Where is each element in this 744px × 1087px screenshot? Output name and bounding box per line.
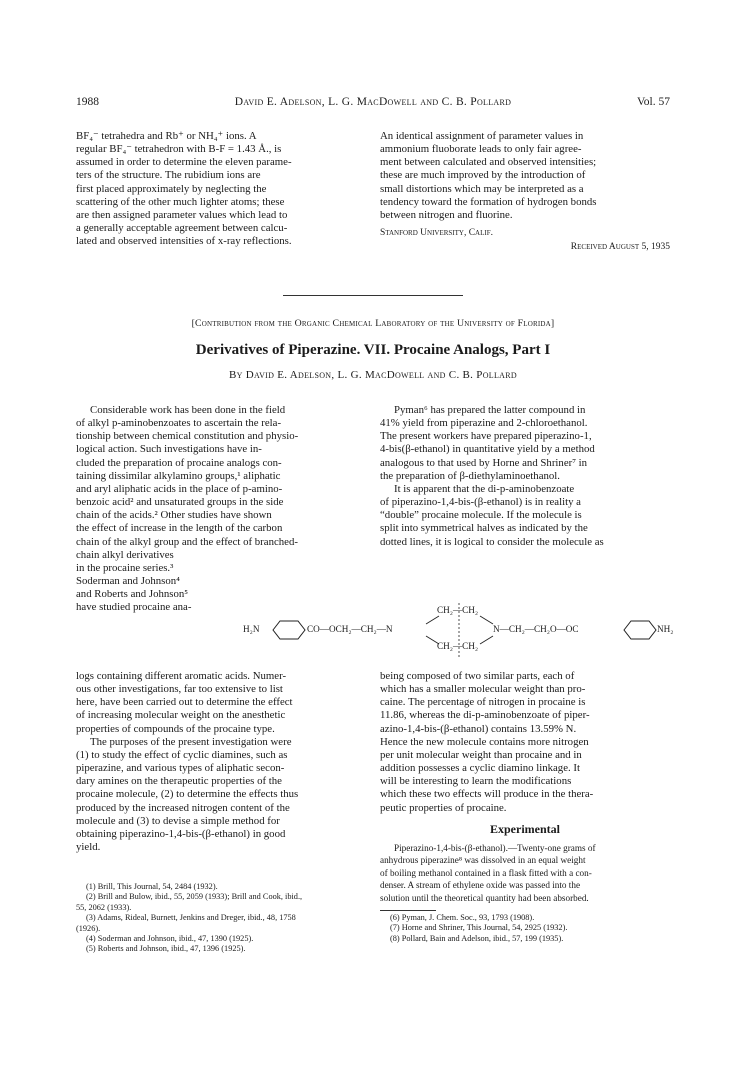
running-header-authors: David E. Adelson, L. G. MacDowell and C. B. Pollard	[234, 96, 512, 108]
text-line: which these two effects will produce in the thera-	[380, 788, 594, 801]
affiliation: Stanford University, Calif.	[380, 228, 493, 238]
text-line: The purposes of the present investigation were	[90, 735, 292, 748]
text-line: benzoic acid² and unsaturated groups in the side	[76, 496, 284, 509]
text-line: caine. The percentage of nitrogen in procaine is	[380, 696, 586, 709]
body-left-column-bottom	[76, 670, 365, 854]
text-line: ammonium fluoborate leads to only fair agree-	[380, 143, 582, 156]
article-title: Derivatives of Piperazine. VII. Procaine Analogs, Part I	[195, 342, 551, 358]
text-line: ment between calculated and observed intensities;	[380, 156, 597, 169]
footnotes-right	[380, 913, 670, 944]
text-line: solution until the theoretical quantity had been absorbed.	[380, 892, 589, 903]
text-line: in the procaine series.³	[76, 561, 174, 574]
text-line: The present workers have prepared piperazino-1,	[380, 430, 592, 443]
footnote: (4) Soderman and Johnson, ibid., 47, 1390 (1925).	[86, 934, 254, 944]
volume-number: Vol. 57	[636, 96, 670, 108]
body-right-column-bottom	[380, 670, 670, 815]
text-line: first placed approximately by neglecting the	[76, 182, 267, 195]
running-header	[76, 96, 670, 112]
text-line: between nitrogen and fluorine.	[380, 208, 513, 221]
text-line: properties of compounds of the procaine type.	[76, 722, 275, 735]
text-line: “double” procaine molecule. If the molecule is	[380, 509, 582, 522]
text-line: split into symmetrical halves as indicated by the	[380, 522, 588, 535]
contribution-note: [Contribution from the Organic Chemical Laboratory of the University of Florida]	[191, 318, 555, 329]
body-right-column-top	[380, 404, 670, 549]
prev-article-left-column	[76, 130, 365, 248]
footnote: (2) Brill and Bulow, ibid., 55, 2059 (1933); Brill and Cook, ibid.,	[86, 892, 303, 902]
article-separator-rule	[283, 295, 463, 296]
footnote: (8) Pollard, Bain and Adelson, ibid., 57, 199 (1935).	[390, 933, 564, 943]
text-line: of increasing molecular weight on the anesthetic	[76, 709, 286, 722]
text-line: chain of the alkyl group and the effect of branched-	[76, 535, 298, 548]
text-line: Considerable work has been done in the field	[90, 404, 286, 416]
text-line: and Roberts and Johnson⁵	[76, 588, 189, 601]
footnote: 55, 2062 (1933).	[76, 902, 132, 912]
text-line: of boiling methanol contained in a flask fitted with a con-	[380, 867, 592, 878]
text-line: and aryl aliphatic acids in the place of p-amino-	[76, 482, 283, 495]
text-line: ous other investigations, far too extensive to list	[76, 683, 283, 696]
text-line: chain alkyl derivatives	[76, 548, 174, 561]
text-line: logical action. Such investigations have in-	[76, 443, 262, 456]
text-line: a generally acceptable agreement between calcu-	[76, 222, 288, 235]
footnote: (6) Pyman, J. Chem. Soc., 93, 1793 (1908).	[390, 913, 535, 922]
text-line: peutic properties of procaine.	[380, 801, 507, 814]
page-number: 1988	[76, 96, 99, 108]
prev-article-right-column	[380, 130, 670, 222]
footnotes-left	[76, 882, 365, 955]
footnote: (3) Adams, Rideal, Burnett, Jenkins and Dreger, ibid., 48, 1758	[86, 913, 296, 923]
text-line: of piperazino-1,4-bis-(β-ethanol) is in reality a	[380, 496, 581, 509]
footnote: (1926).	[76, 923, 101, 933]
text-line: the effect of increase in the length of the carbon	[76, 522, 283, 535]
text-line: have studied procaine ana-	[76, 601, 192, 614]
text-line: assumed in order to determine the eleven parame-	[76, 156, 292, 169]
text-line: azino-1,4-bis-(β-ethanol) contains 13.59% N.	[380, 722, 577, 735]
text-line: piperazine, and various types of aliphatic secon-	[76, 762, 285, 775]
text-line: BF₄⁻ tetrahedra and Rb⁺ or NH₄⁺ ions. A	[76, 130, 257, 142]
text-line: It is apparent that the di-p-aminobenzoate	[394, 482, 575, 495]
text-line: analogous to that used by Horne and Shriner⁷ in	[380, 456, 588, 469]
text-line: cluded the preparation of procaine analogs con-	[76, 456, 282, 469]
footnote: (7) Horne and Shriner, This Journal, 54, 2925 (1932).	[390, 923, 568, 933]
text-line: An identical assignment of parameter values in	[380, 130, 584, 142]
body-left-column-top	[76, 404, 365, 615]
text-line: taining dissimilar alkylamino groups,¹ aliphatic	[76, 469, 281, 482]
text-line: tendency toward the formation of hydrogen bonds	[380, 195, 597, 208]
text-line: 41% yield from piperazine and 2-chloroethanol.	[380, 417, 588, 430]
text-line: Soderman and Johnson⁴	[76, 575, 180, 588]
formula-h2n: H₂N	[243, 624, 260, 634]
text-line: here, have been carried out to determine the effect	[76, 696, 293, 709]
text-line: these are much improved by the introduction of	[380, 169, 586, 182]
text-line: 4-bis(β-ethanol) in quantitative yield by a method	[380, 443, 595, 456]
text-line: dotted lines, it is logical to consider the molecule as	[380, 535, 604, 548]
text-line: chain of the acids.² Other studies have shown	[76, 509, 272, 522]
text-line: Hence the new molecule contains more nitrogen	[380, 735, 589, 748]
footnote: (5) Roberts and Johnson, ibid., 47, 1396 (1925).	[86, 944, 246, 954]
text-line: addition possesses a cyclic diamino linkage. It	[380, 762, 580, 775]
experimental-heading: Experimental	[490, 822, 560, 836]
text-line: of alkyl p-aminobenzoates to ascertain the rela-	[76, 417, 282, 430]
text-line: anhydrous piperazine⁸ was dissolved in an equal weight	[380, 855, 586, 866]
formula-ring-bottom: CH₂—CH₂	[437, 641, 479, 651]
text-line: scattering of the other much lighter atoms; these	[76, 195, 285, 208]
text-line: small distortions which may be interpreted as a	[380, 182, 584, 195]
text-line: ters of the structure. The rubidium ions are	[76, 169, 261, 182]
text-line: procaine molecule, (2) to determine the effects thus	[76, 788, 299, 801]
text-line: are then assigned parameter values which lead to	[76, 208, 288, 221]
formula-right-chain: N—CH₂—CH₂O—OC	[493, 624, 579, 634]
text-line: yield.	[76, 841, 101, 854]
text-line: Piperazino-1,4-bis-(β-ethanol).—Twenty-one grams of	[394, 843, 596, 853]
footnote-rule	[380, 910, 436, 911]
text-line: 11.86, whereas the di-p-aminobenzoate of piper-	[380, 709, 590, 722]
formula-ring-top: CH₂—CH₂	[437, 605, 479, 615]
formula-nh2: NH₂	[657, 624, 674, 634]
article-byline: By David E. Adelson, L. G. MacDowell and C. B. Pollard	[229, 369, 517, 381]
formula-ester-left: CO—OCH₂—CH₂—N	[307, 624, 393, 634]
text-line: being composed of two similar parts, each of	[380, 670, 575, 682]
text-line: lated and observed intensities of x-ray reflections.	[76, 235, 292, 248]
text-line: produced by the increased nitrogen content of the	[76, 801, 290, 814]
text-line: the preparation of β-diethylaminoethanol.	[380, 469, 560, 482]
experimental-text	[380, 842, 670, 904]
text-line: Pyman⁶ has prepared the latter compound in	[394, 404, 586, 416]
footnote: (1) Brill, This Journal, 54, 2484 (1932).	[86, 882, 218, 891]
text-line: obtaining piperazino-1,4-bis-(β-ethanol) in good	[76, 827, 286, 840]
text-line: logs containing different aromatic acids. Numer-	[76, 670, 287, 682]
text-line: will be interesting to learn the modifications	[380, 775, 572, 788]
text-line: regular BF₄⁻ tetrahedron with B-F = 1.43 Å., is	[76, 143, 282, 156]
text-line: (1) to study the effect of cyclic diamines, such as	[76, 748, 288, 761]
text-line: which has a smaller molecular weight than pro-	[380, 683, 586, 696]
received-date: Received August 5, 1935	[570, 242, 670, 252]
text-line: tionship between chemical constitution and physio-	[76, 430, 299, 443]
text-line: dary amines on the therapeutic properties of the	[76, 775, 282, 788]
structural-formula	[243, 603, 673, 657]
text-line: per unit molecular weight than procaine and in	[380, 748, 582, 761]
text-line: denser. A stream of ethylene oxide was passed into the	[380, 880, 581, 891]
text-line: molecule and (3) to devise a simple method for	[76, 814, 280, 827]
